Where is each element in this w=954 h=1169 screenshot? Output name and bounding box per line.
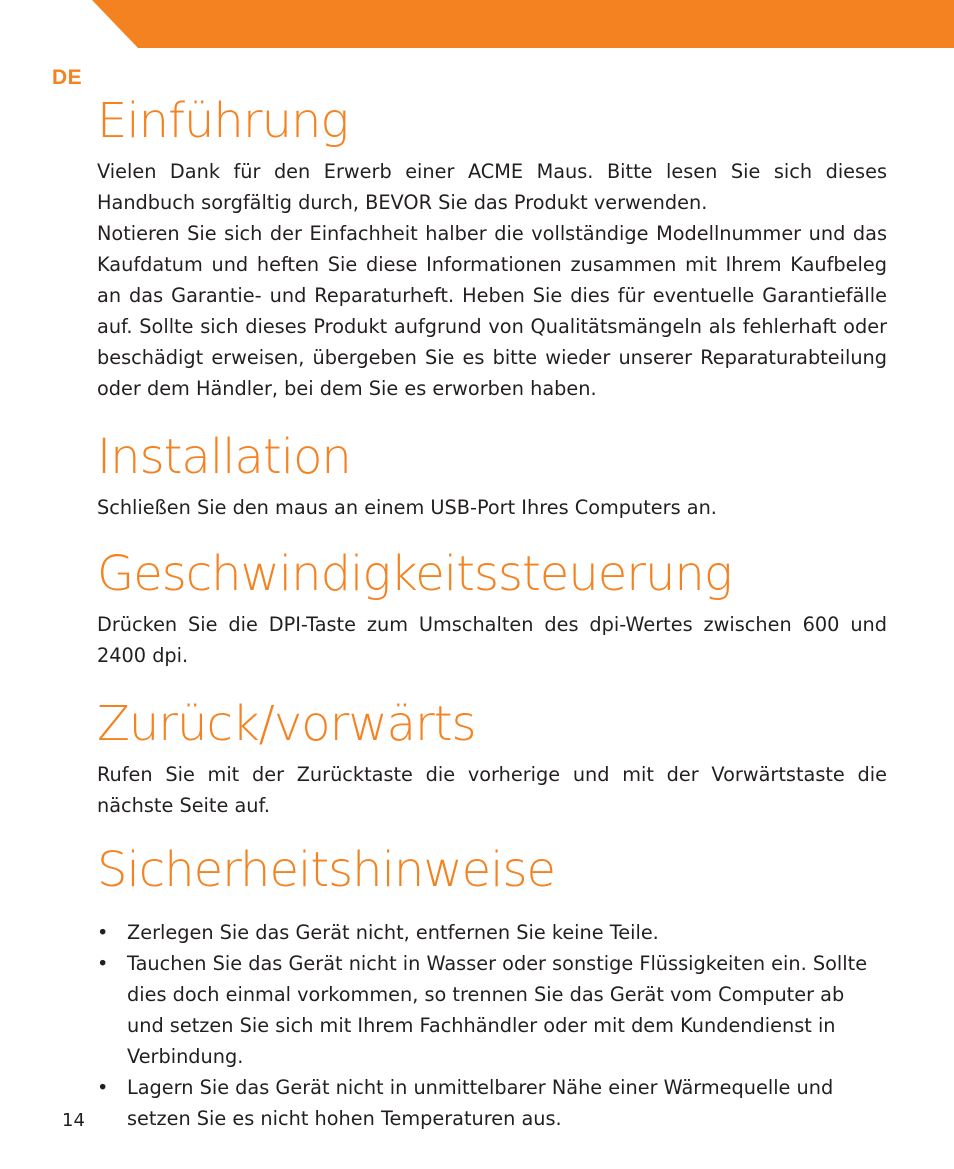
speed-control-paragraph: Drücken Sie die DPI-Taste zum Umschalten des dpi-Wertes zwischen 600 und 2400 dpi. [97,613,887,667]
intro-paragraph-2: Notieren Sie sich der Einfachheit halber die vollständige Modellnummer und das Kaufdatum und heften Sie diese Informationen zusammen mit Ihrem Kaufbeleg an das Garantie- und Reparaturheft. Heben Sie dies für eventuelle Garantiefälle auf. Sollte sich dieses Produkt aufgrund von Qualitätsmängeln als fehlerhaft oder beschädigt erweisen, übergeben Sie es bitte wieder unserer Reparaturabteilung oder dem Händler, bei dem Sie es erworben haben. [97,222,887,400]
top-banner [0,0,954,48]
list-item [97,1072,887,1134]
back-forward-paragraph: Rufen Sie mit der Zurücktaste die vorherige und mit der Vorwärtstaste die nächste Seite auf. [97,763,887,817]
section-back-forward [97,689,887,821]
list-item-text: Zerlegen Sie das Gerät nicht, entfernen Sie keine Teile. [127,921,659,944]
section-safety [97,835,887,1134]
section-speed-control [97,539,887,671]
list-item-text: Tauchen Sie das Gerät nicht in Wasser oder sonstige Flüssigkeiten ein. Sollte dies doch einmal vorkommen, so trennen Sie das Gerät vom Computer ab und setzen Sie sich mit Ihrem Fachhändler oder mit dem Kundendienst in Verbindung. [127,952,868,1068]
section-heading-introduction: Einführung [97,93,349,149]
page-number: 14 [62,1110,85,1131]
list-item [97,948,887,1072]
list-item-text: Lagern Sie das Gerät nicht in unmittelbarer Nähe einer Wärmequelle und setzen Sie es nicht hohen Temperaturen aus. [127,1076,834,1130]
list-item [97,917,887,948]
bullet-icon: • [97,1076,109,1099]
section-installation [97,422,887,523]
section-heading-back-forward: Zurück/vorwärts [97,696,476,752]
bullet-icon: • [97,921,109,944]
section-introduction [97,86,887,404]
section-heading-safety: Sicherheitshinweise [97,842,555,898]
intro-paragraph-1: Vielen Dank für den Erwerb einer ACME Maus. Bitte lesen Sie sich dieses Handbuch sorgfältig durch, BEVOR Sie das Produkt verwenden. [97,160,887,214]
page-content [97,86,887,1134]
installation-paragraph: Schließen Sie den maus an einem USB-Port Ihres Computers an. [97,496,717,519]
section-heading-speed-control: Geschwindigkeitssteuerung [97,546,732,602]
language-label: DE [52,66,83,89]
section-heading-installation: Installation [97,429,351,485]
safety-list [97,917,887,1134]
bullet-icon: • [97,952,109,975]
